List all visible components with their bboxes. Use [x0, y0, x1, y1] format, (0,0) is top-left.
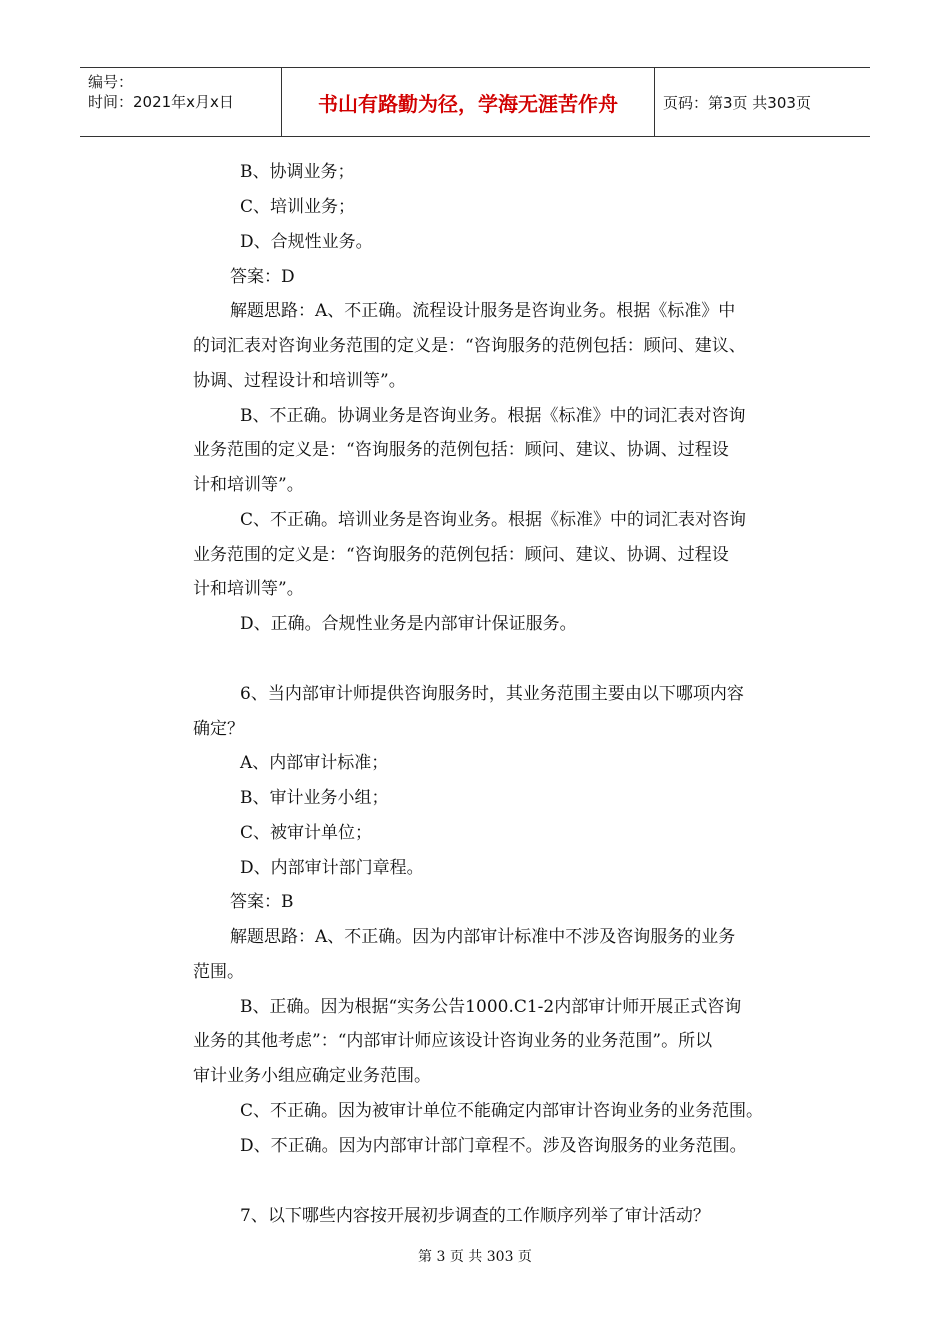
- explanation-line: C、不正确。培训业务是咨询业务。根据《标准》中的词汇表对咨询: [240, 510, 747, 530]
- explanation-line: 解题思路：A、不正确。因为内部审计标准中不涉及咨询服务的业务: [230, 927, 736, 947]
- explanation-line: D、正确。合规性业务是内部审计保证服务。: [240, 614, 577, 634]
- page-header: [80, 67, 870, 137]
- header-page-info: 页码：第3页 共303页: [663, 93, 811, 112]
- option-b-line: B、审计业务小组；: [240, 788, 389, 808]
- option-d-line: D、合规性业务。: [240, 232, 373, 252]
- explanation-line: 业务范围的定义是：“咨询服务的范例包括：顾问、建议、协调、过程设: [193, 440, 729, 460]
- explanation-line: 计和培训等”。: [193, 475, 304, 495]
- question-line: 7、以下哪些内容按开展初步调查的工作顺序列举了审计活动？: [240, 1206, 710, 1226]
- question-line: 6、当内部审计师提供咨询服务时，其业务范围主要由以下哪项内容: [240, 684, 744, 704]
- time-label: 时间：2021年x月x日: [88, 93, 234, 111]
- answer-line: 答案：D: [230, 267, 295, 287]
- option-b-line: B、协调业务；: [240, 162, 355, 182]
- explanation-line: 协调、过程设计和培训等”。: [193, 371, 406, 391]
- question-line: 确定？: [193, 719, 244, 739]
- explanation-line: 解题思路：A、不正确。流程设计服务是咨询业务。根据《标准》中: [230, 301, 736, 321]
- page-footer: 第 3 页 共 303 页: [418, 1249, 532, 1265]
- explanation-line: 业务的其他考虑”：“内部审计师应该设计咨询业务的业务范围”。所以: [193, 1031, 713, 1051]
- explanation-line: 的词汇表对咨询业务范围的定义是：“咨询服务的范例包括：顾问、建议、: [193, 336, 746, 356]
- explanation-line: 审计业务小组应确定业务范围。: [193, 1066, 431, 1086]
- option-c-line: C、培训业务；: [240, 197, 356, 217]
- explanation-line: B、正确。因为根据“实务公告1000.C1-2内部审计师开展正式咨询: [240, 997, 742, 1017]
- header-motto: 书山有路勤为径，学海无涯苦作舟: [282, 68, 655, 136]
- answer-line: 答案：B: [230, 892, 294, 912]
- explanation-line: C、不正确。因为被审计单位不能确定内部审计咨询业务的业务范围。: [240, 1101, 764, 1121]
- explanation-line: 业务范围的定义是：“咨询服务的范例包括：顾问、建议、协调、过程设: [193, 545, 729, 565]
- number-label: 编号：: [88, 73, 134, 91]
- explanation-line: 计和培训等”。: [193, 579, 304, 599]
- explanation-line: B、不正确。协调业务是咨询业务。根据《标准》中的词汇表对咨询: [240, 406, 746, 426]
- option-d-line: D、内部审计部门章程。: [240, 858, 424, 878]
- option-a-line: A、内部审计标准；: [240, 753, 389, 773]
- option-c-line: C、被审计单位；: [240, 823, 373, 843]
- explanation-line: 范围。: [193, 962, 244, 982]
- header-meta: [80, 68, 282, 136]
- explanation-line: D、不正确。因为内部审计部门章程不。涉及咨询服务的业务范围。: [240, 1136, 747, 1156]
